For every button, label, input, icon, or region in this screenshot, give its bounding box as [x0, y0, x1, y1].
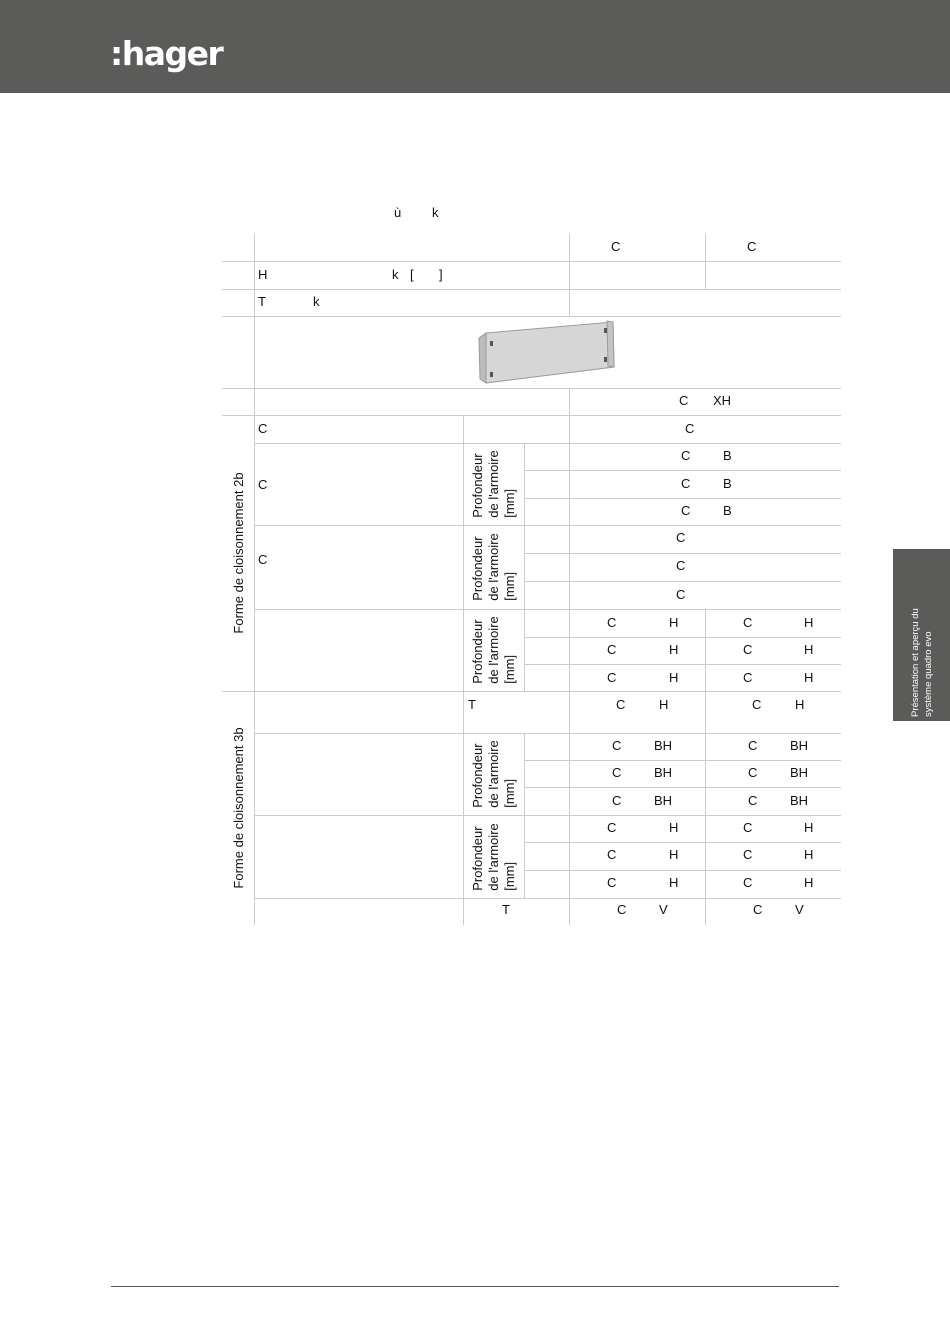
- r3-c1: C: [617, 902, 627, 917]
- g3-r2-h2: H: [804, 642, 814, 657]
- g3-r2-h1: H: [669, 642, 679, 657]
- g4-r3-c2: C: [748, 793, 758, 808]
- row-h-close: ]: [439, 267, 443, 282]
- side-tab-line2: système quadro evo: [922, 631, 934, 717]
- g1-depth-label: Profondeur de l'armoire [mm]: [470, 450, 517, 518]
- side-tab-line1: Présentation et aperçu du: [909, 608, 921, 717]
- r2-h1: H: [659, 697, 669, 712]
- g1-r1-c: C: [681, 448, 691, 463]
- g3-r1-h1: H: [669, 615, 679, 630]
- r2-h2: H: [795, 697, 805, 712]
- top-text-a: ù: [394, 205, 402, 220]
- g5-r1-h1: H: [669, 820, 679, 835]
- footer-rule: [111, 1286, 839, 1287]
- g4-r2-c1: C: [612, 765, 622, 780]
- g1-r3-c: C: [681, 503, 691, 518]
- r3-c2: C: [753, 902, 763, 917]
- g4-r3-bh1: BH: [654, 793, 673, 808]
- row-code-xh: XH: [713, 393, 732, 408]
- g5-r1-c2: C: [743, 820, 753, 835]
- product-image: [479, 321, 614, 383]
- hager-logo: :hager: [110, 34, 223, 73]
- row-code-c: C: [679, 393, 689, 408]
- g2-r1-c: C: [676, 530, 686, 545]
- section-3b-label: Forme de cloisonnement 3b: [231, 727, 246, 889]
- g4-r1-bh1: BH: [654, 738, 673, 753]
- row-t-label: T: [258, 294, 266, 309]
- g5-r3-c2: C: [743, 875, 753, 890]
- g1-label: C: [258, 477, 268, 492]
- g3-r2-c2: C: [743, 642, 753, 657]
- g4-depth-label: Profondeur de l'armoire [mm]: [470, 740, 517, 808]
- head-c1: C: [611, 239, 621, 254]
- g5-r2-c2: C: [743, 847, 753, 862]
- r1-label: C: [258, 421, 268, 436]
- r3-t: T: [502, 902, 510, 917]
- section-2b-label: Forme de cloisonnement 2b: [231, 472, 246, 634]
- g3-r1-c1: C: [607, 615, 617, 630]
- g4-r1-c2: C: [748, 738, 758, 753]
- g1-r2-b: B: [723, 476, 732, 491]
- r3-v1: V: [659, 902, 668, 917]
- g3-r2-c1: C: [607, 642, 617, 657]
- g1-r1-b: B: [723, 448, 732, 463]
- g4-r2-c2: C: [748, 765, 758, 780]
- r1-value: C: [685, 421, 695, 436]
- r2-c2: C: [752, 697, 762, 712]
- top-text-b: k: [432, 205, 439, 220]
- g3-r3-c1: C: [607, 670, 617, 685]
- g5-r2-c1: C: [607, 847, 617, 862]
- g3-r3-h1: H: [669, 670, 679, 685]
- g4-r3-bh2: BH: [790, 793, 809, 808]
- row-h-label: H: [258, 267, 268, 282]
- g5-r3-c1: C: [607, 875, 617, 890]
- head-c2: C: [747, 239, 757, 254]
- g2-depth-label: Profondeur de l'armoire [mm]: [470, 533, 517, 601]
- g3-r3-c2: C: [743, 670, 753, 685]
- g4-r1-c1: C: [612, 738, 622, 753]
- g5-r1-h2: H: [804, 820, 814, 835]
- g5-r3-h1: H: [669, 875, 679, 890]
- g4-r2-bh1: BH: [654, 765, 673, 780]
- g2-r2-c: C: [676, 558, 686, 573]
- row-h-open: [: [410, 267, 414, 282]
- g5-depth-label: Profondeur de l'armoire [mm]: [470, 823, 517, 891]
- row-t-k: k: [313, 294, 320, 309]
- g5-r1-c1: C: [607, 820, 617, 835]
- g4-r2-bh2: BH: [790, 765, 809, 780]
- g5-r2-h2: H: [804, 847, 814, 862]
- row-h-k: k: [392, 267, 399, 282]
- g3-r1-c2: C: [743, 615, 753, 630]
- g1-r2-c: C: [681, 476, 691, 491]
- r3-v2: V: [795, 902, 804, 917]
- g2-r3-c: C: [676, 587, 686, 602]
- g5-r3-h2: H: [804, 875, 814, 890]
- g4-r1-bh2: BH: [790, 738, 809, 753]
- g2-label: C: [258, 552, 268, 567]
- g1-r3-b: B: [723, 503, 732, 518]
- g3-depth-label: Profondeur de l'armoire [mm]: [470, 616, 517, 684]
- r2-c1: C: [616, 697, 626, 712]
- r2-t: T: [468, 697, 476, 712]
- g3-r3-h2: H: [804, 670, 814, 685]
- g3-r1-h2: H: [804, 615, 814, 630]
- g4-r3-c1: C: [612, 793, 622, 808]
- g5-r2-h1: H: [669, 847, 679, 862]
